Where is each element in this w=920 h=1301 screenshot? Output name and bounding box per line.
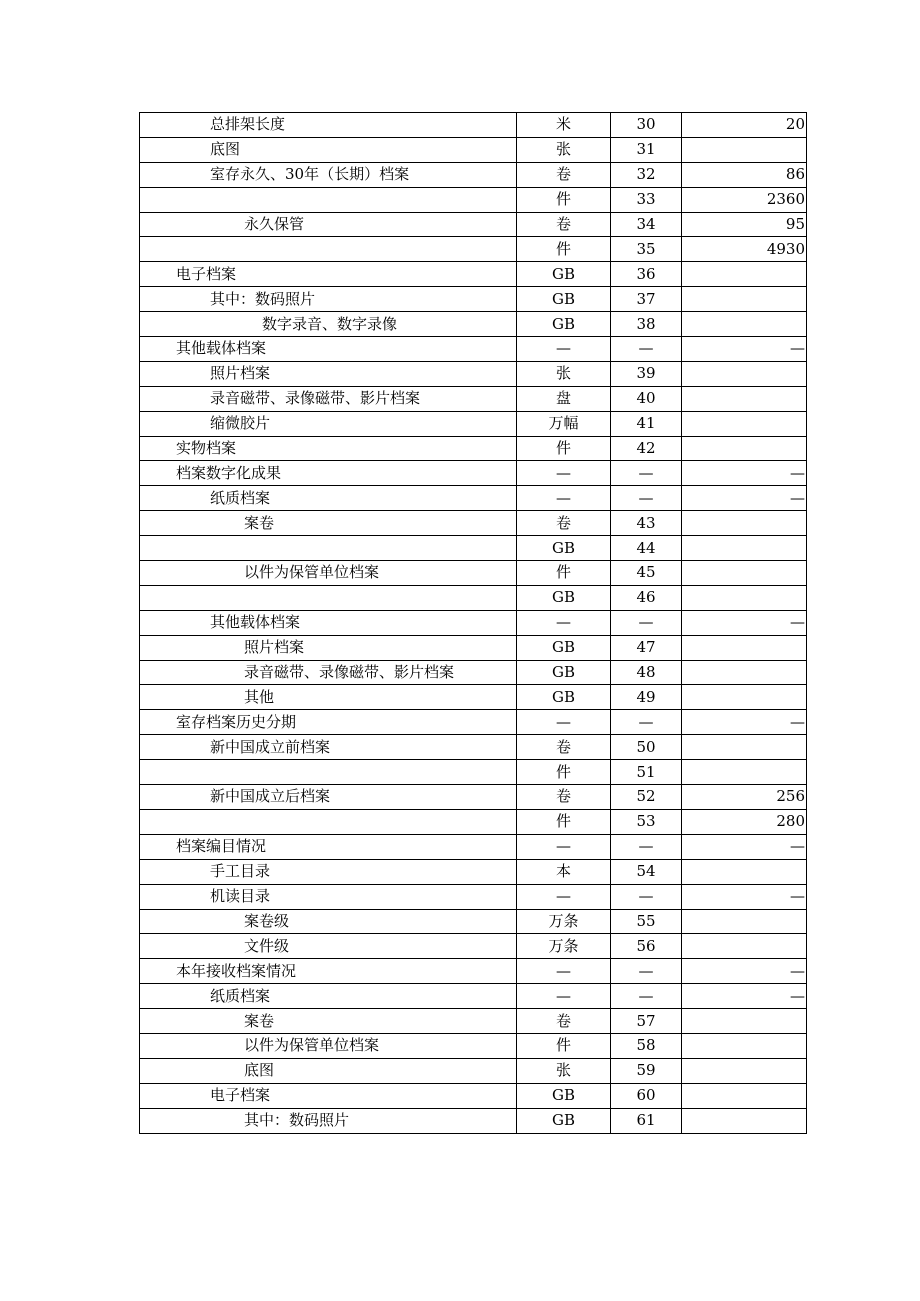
value-cell [682, 386, 807, 411]
indicator-name-cell: 电子档案 [140, 262, 517, 287]
code-cell: — [611, 884, 682, 909]
indicator-name-cell: 档案数字化成果 [140, 461, 517, 486]
indicator-name-cell: 其他载体档案 [140, 337, 517, 362]
code-cell: 33 [611, 187, 682, 212]
table-body [140, 113, 807, 1134]
code-cell: 53 [611, 809, 682, 834]
unit-cell: 张 [517, 137, 611, 162]
value-cell [682, 312, 807, 337]
indicator-name-cell: 案卷级 [140, 909, 517, 934]
code-cell: 45 [611, 561, 682, 586]
code-cell: 34 [611, 212, 682, 237]
table-row [140, 1009, 807, 1034]
unit-cell: — [517, 959, 611, 984]
table-row [140, 262, 807, 287]
unit-cell: GB [517, 262, 611, 287]
table-row [140, 610, 807, 635]
code-cell: 36 [611, 262, 682, 287]
value-cell: 280 [682, 809, 807, 834]
value-cell [682, 561, 807, 586]
table-row [140, 959, 807, 984]
value-cell [682, 1058, 807, 1083]
indicator-name-cell: 以件为保管单位档案 [140, 1033, 517, 1058]
unit-cell: GB [517, 635, 611, 660]
code-cell: 61 [611, 1108, 682, 1133]
indicator-name-cell [140, 536, 517, 561]
code-cell: — [611, 486, 682, 511]
indicator-name-cell: 录音磁带、录像磁带、影片档案 [140, 386, 517, 411]
table-row [140, 411, 807, 436]
table-row [140, 162, 807, 187]
code-cell: 58 [611, 1033, 682, 1058]
unit-cell: 米 [517, 113, 611, 138]
table-row [140, 561, 807, 586]
indicator-name-cell: 录音磁带、录像磁带、影片档案 [140, 660, 517, 685]
value-cell [682, 536, 807, 561]
value-cell [682, 1033, 807, 1058]
code-cell: 47 [611, 635, 682, 660]
value-cell [682, 934, 807, 959]
unit-cell: 盘 [517, 386, 611, 411]
value-cell: — [682, 461, 807, 486]
table-row [140, 386, 807, 411]
code-cell: 38 [611, 312, 682, 337]
unit-cell: 万条 [517, 934, 611, 959]
indicator-name-cell [140, 187, 517, 212]
code-cell: — [611, 710, 682, 735]
indicator-name-cell: 新中国成立后档案 [140, 785, 517, 810]
value-cell: — [682, 984, 807, 1009]
indicator-name-cell: 永久保管 [140, 212, 517, 237]
indicator-name-cell: 文件级 [140, 934, 517, 959]
code-cell: — [611, 461, 682, 486]
code-cell: 52 [611, 785, 682, 810]
value-cell: 20 [682, 113, 807, 138]
code-cell: 51 [611, 760, 682, 785]
code-cell: 41 [611, 411, 682, 436]
unit-cell: 万幅 [517, 411, 611, 436]
unit-cell: 卷 [517, 162, 611, 187]
table-row [140, 436, 807, 461]
indicator-name-cell: 手工目录 [140, 859, 517, 884]
unit-cell: 件 [517, 1033, 611, 1058]
unit-cell: 卷 [517, 785, 611, 810]
table-row [140, 1083, 807, 1108]
table-row [140, 834, 807, 859]
archive-statistics-table [139, 112, 807, 1134]
indicator-name-cell: 底图 [140, 1058, 517, 1083]
value-cell: 2360 [682, 187, 807, 212]
value-cell [682, 735, 807, 760]
value-cell: — [682, 337, 807, 362]
indicator-name-cell: 照片档案 [140, 361, 517, 386]
unit-cell: 件 [517, 237, 611, 262]
code-cell: 31 [611, 137, 682, 162]
unit-cell: GB [517, 585, 611, 610]
code-cell: — [611, 959, 682, 984]
code-cell: 49 [611, 685, 682, 710]
table-row [140, 1033, 807, 1058]
code-cell: 32 [611, 162, 682, 187]
unit-cell: 本 [517, 859, 611, 884]
unit-cell: GB [517, 536, 611, 561]
indicator-name-cell: 底图 [140, 137, 517, 162]
value-cell: 4930 [682, 237, 807, 262]
table-row [140, 710, 807, 735]
indicator-name-cell: 照片档案 [140, 635, 517, 660]
value-cell: — [682, 959, 807, 984]
table-row [140, 287, 807, 312]
value-cell [682, 685, 807, 710]
table-row [140, 187, 807, 212]
table-row [140, 660, 807, 685]
code-cell: 37 [611, 287, 682, 312]
indicator-name-cell: 室存永久、30年（长期）档案 [140, 162, 517, 187]
unit-cell: 卷 [517, 212, 611, 237]
code-cell: 56 [611, 934, 682, 959]
table-row [140, 461, 807, 486]
indicator-name-cell: 本年接收档案情况 [140, 959, 517, 984]
table-row [140, 536, 807, 561]
unit-cell: 件 [517, 187, 611, 212]
unit-cell: 张 [517, 361, 611, 386]
code-cell: — [611, 337, 682, 362]
table-row [140, 809, 807, 834]
code-cell: 43 [611, 511, 682, 536]
unit-cell: — [517, 884, 611, 909]
code-cell: 40 [611, 386, 682, 411]
value-cell [682, 585, 807, 610]
table-row [140, 361, 807, 386]
table-row [140, 884, 807, 909]
code-cell: — [611, 610, 682, 635]
indicator-name-cell: 其他载体档案 [140, 610, 517, 635]
indicator-name-cell: 档案编目情况 [140, 834, 517, 859]
value-cell [682, 635, 807, 660]
value-cell [682, 1108, 807, 1133]
value-cell [682, 1009, 807, 1034]
table-row [140, 909, 807, 934]
unit-cell: GB [517, 685, 611, 710]
table-row [140, 859, 807, 884]
code-cell: 39 [611, 361, 682, 386]
table-row [140, 1058, 807, 1083]
code-cell: 44 [611, 536, 682, 561]
unit-cell: — [517, 834, 611, 859]
unit-cell: — [517, 610, 611, 635]
unit-cell: — [517, 984, 611, 1009]
value-cell: — [682, 884, 807, 909]
code-cell: — [611, 984, 682, 1009]
table-row [140, 486, 807, 511]
code-cell: 30 [611, 113, 682, 138]
unit-cell: GB [517, 312, 611, 337]
table-row [140, 1108, 807, 1133]
indicator-name-cell: 以件为保管单位档案 [140, 561, 517, 586]
indicator-name-cell: 案卷 [140, 511, 517, 536]
indicator-name-cell: 缩微胶片 [140, 411, 517, 436]
table-row [140, 337, 807, 362]
value-cell [682, 511, 807, 536]
unit-cell: GB [517, 660, 611, 685]
indicator-name-cell: 新中国成立前档案 [140, 735, 517, 760]
value-cell [682, 287, 807, 312]
indicator-name-cell: 纸质档案 [140, 984, 517, 1009]
code-cell: 48 [611, 660, 682, 685]
code-cell: — [611, 834, 682, 859]
value-cell: — [682, 610, 807, 635]
unit-cell: GB [517, 1083, 611, 1108]
unit-cell: — [517, 337, 611, 362]
code-cell: 50 [611, 735, 682, 760]
indicator-name-cell: 其中：数码照片 [140, 1108, 517, 1133]
table-row [140, 984, 807, 1009]
table-row [140, 237, 807, 262]
value-cell [682, 411, 807, 436]
table-row [140, 934, 807, 959]
unit-cell: 件 [517, 436, 611, 461]
unit-cell: 卷 [517, 1009, 611, 1034]
code-cell: 46 [611, 585, 682, 610]
indicator-name-cell: 总排架长度 [140, 113, 517, 138]
value-cell [682, 1083, 807, 1108]
indicator-name-cell [140, 237, 517, 262]
unit-cell: 张 [517, 1058, 611, 1083]
value-cell [682, 660, 807, 685]
indicator-name-cell [140, 809, 517, 834]
value-cell [682, 361, 807, 386]
indicator-name-cell: 案卷 [140, 1009, 517, 1034]
indicator-name-cell: 数字录音、数字录像 [140, 312, 517, 337]
value-cell [682, 436, 807, 461]
indicator-name-cell [140, 760, 517, 785]
table-row [140, 685, 807, 710]
value-cell [682, 909, 807, 934]
table-row [140, 113, 807, 138]
table-row [140, 212, 807, 237]
unit-cell: 万条 [517, 909, 611, 934]
value-cell [682, 760, 807, 785]
code-cell: 54 [611, 859, 682, 884]
value-cell: 86 [682, 162, 807, 187]
indicator-name-cell: 纸质档案 [140, 486, 517, 511]
code-cell: 35 [611, 237, 682, 262]
unit-cell: 件 [517, 809, 611, 834]
indicator-name-cell: 实物档案 [140, 436, 517, 461]
table-row [140, 511, 807, 536]
table-row [140, 137, 807, 162]
unit-cell: 件 [517, 561, 611, 586]
unit-cell: GB [517, 1108, 611, 1133]
indicator-name-cell: 电子档案 [140, 1083, 517, 1108]
unit-cell: — [517, 710, 611, 735]
table-row [140, 735, 807, 760]
value-cell: — [682, 486, 807, 511]
table-row [140, 785, 807, 810]
table-row [140, 585, 807, 610]
indicator-name-cell: 室存档案历史分期 [140, 710, 517, 735]
unit-cell: 件 [517, 760, 611, 785]
unit-cell: 卷 [517, 511, 611, 536]
code-cell: 60 [611, 1083, 682, 1108]
table-row [140, 635, 807, 660]
unit-cell: — [517, 486, 611, 511]
indicator-name-cell: 其中：数码照片 [140, 287, 517, 312]
value-cell: 256 [682, 785, 807, 810]
value-cell: 95 [682, 212, 807, 237]
table-row [140, 760, 807, 785]
value-cell: — [682, 710, 807, 735]
unit-cell: GB [517, 287, 611, 312]
value-cell [682, 262, 807, 287]
code-cell: 59 [611, 1058, 682, 1083]
indicator-name-cell: 其他 [140, 685, 517, 710]
table-row [140, 312, 807, 337]
indicator-name-cell [140, 585, 517, 610]
value-cell [682, 859, 807, 884]
indicator-name-cell: 机读目录 [140, 884, 517, 909]
value-cell: — [682, 834, 807, 859]
value-cell [682, 137, 807, 162]
code-cell: 57 [611, 1009, 682, 1034]
unit-cell: 卷 [517, 735, 611, 760]
unit-cell: — [517, 461, 611, 486]
code-cell: 55 [611, 909, 682, 934]
code-cell: 42 [611, 436, 682, 461]
